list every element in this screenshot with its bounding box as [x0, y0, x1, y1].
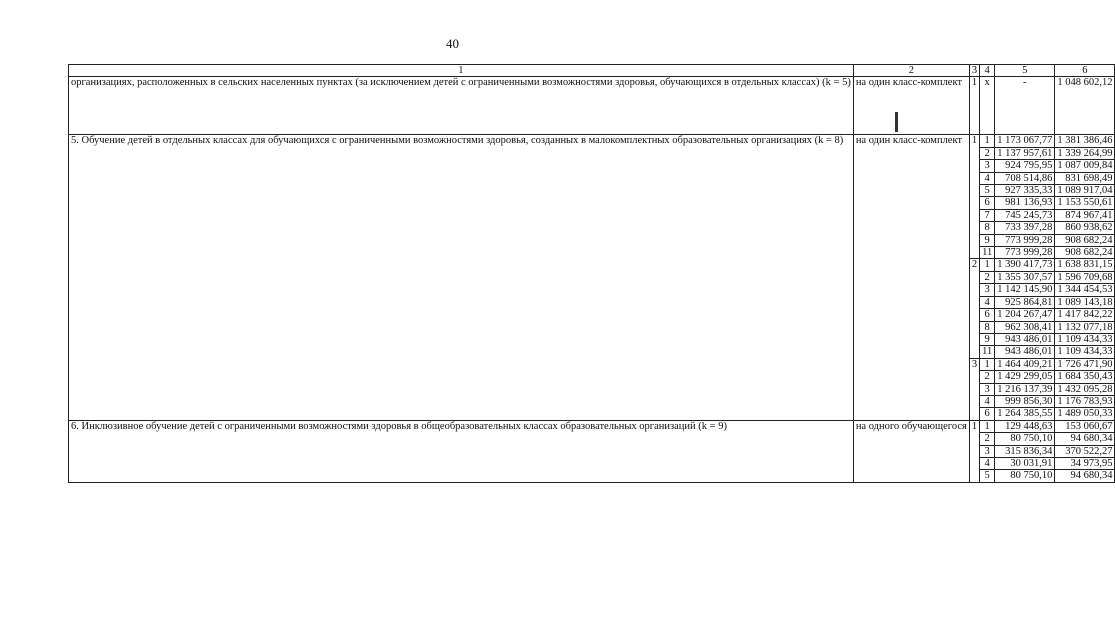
header-cell: 4	[980, 65, 995, 77]
row-value-6: 34 973,95	[1055, 457, 1115, 469]
row-value-6: 1 344 454,53	[1055, 284, 1115, 296]
table-row	[69, 135, 1115, 147]
row-value-6: 1 109 434,33	[1055, 333, 1115, 345]
row-value-5: 962 308,41	[995, 321, 1055, 333]
header-cell: 5	[995, 65, 1055, 77]
row-value-6: 1 089 143,18	[1055, 296, 1115, 308]
row-value-6: 1 381 386,46	[1055, 135, 1115, 147]
section-description: 5. Обучение детей в отдельных классах для обучающихся с ограниченными возможностями здоровья, созданных в малокомплектных образовательных организациях (k = 8)	[69, 135, 854, 420]
row-class: 1	[980, 420, 995, 432]
row-value-5: 943 486,01	[995, 346, 1055, 358]
row-class: 3	[980, 445, 995, 457]
row-value-6: 874 967,41	[1055, 209, 1115, 221]
row-value-6: 1 132 077,18	[1055, 321, 1115, 333]
row-value-5: 1 464 409,21	[995, 358, 1055, 370]
row-value-6: 1 684 350,43	[1055, 371, 1115, 383]
row-value-5: 1 142 145,90	[995, 284, 1055, 296]
row-class: 2	[980, 271, 995, 283]
row-value-6: 831 698,49	[1055, 172, 1115, 184]
row-class: 6	[980, 309, 995, 321]
row-class: 9	[980, 234, 995, 246]
row-value-6: 1 489 050,33	[1055, 408, 1115, 420]
row-value-6: 1 176 783,93	[1055, 395, 1115, 407]
page-number: 40	[446, 36, 459, 51]
row-value-6: 860 938,62	[1055, 222, 1115, 234]
row-class: 3	[980, 284, 995, 296]
row-value-6: 1 089 917,04	[1055, 185, 1115, 197]
row-class: 8	[980, 222, 995, 234]
row-value-5: 943 486,01	[995, 333, 1055, 345]
row-class: 1	[980, 259, 995, 271]
row-value-5: 1 216 137,39	[995, 383, 1055, 395]
row-class: 9	[980, 333, 995, 345]
row-value-6: 370 522,27	[1055, 445, 1115, 457]
row-value-6: 1 432 095,28	[1055, 383, 1115, 395]
row-unit: на один класс-комплект	[853, 77, 969, 135]
row-class: 6	[980, 408, 995, 420]
group-number: 2	[969, 259, 979, 358]
row-col5: -	[995, 77, 1055, 135]
row-value-6: 1 109 434,33	[1055, 346, 1115, 358]
row-value-5: 745 245,73	[995, 209, 1055, 221]
row-class: 2	[980, 147, 995, 159]
row-class: 11	[980, 346, 995, 358]
section-unit: на один класс-комплект	[853, 135, 969, 420]
row-value-6: 1 638 831,15	[1055, 259, 1115, 271]
row-value-6: 1 596 709,68	[1055, 271, 1115, 283]
row-class: 8	[980, 321, 995, 333]
row-value-5: 1 355 307,57	[995, 271, 1055, 283]
row-value-5: 1 429 299,05	[995, 371, 1055, 383]
row-value-5: 1 173 067,77	[995, 135, 1055, 147]
row-value-6: 1 087 009,84	[1055, 160, 1115, 172]
row-col4: x	[980, 77, 995, 135]
row-value-6: 94 680,34	[1055, 470, 1115, 482]
row-value-6: 94 680,34	[1055, 433, 1115, 445]
row-value-5: 80 750,10	[995, 470, 1055, 482]
section-unit: на одного обучающегося	[853, 420, 969, 482]
header-cell: 6	[1055, 65, 1115, 77]
row-value-5: 773 999,28	[995, 247, 1055, 259]
row-class: 2	[980, 433, 995, 445]
row-class: 1	[980, 358, 995, 370]
section-description: 6. Инклюзивное обучение детей с ограниченными возможностями здоровья в общеобразовательных классах образовательных организаций (k = 9)	[69, 420, 854, 482]
table-row	[69, 420, 1115, 432]
row-value-6: 1 417 842,22	[1055, 309, 1115, 321]
row-value-5: 1 137 957,61	[995, 147, 1055, 159]
table-row	[69, 77, 1115, 135]
row-value-6: 1 153 550,61	[1055, 197, 1115, 209]
row-value-5: 999 856,30	[995, 395, 1055, 407]
row-value-5: 927 335,33	[995, 185, 1055, 197]
group-number: 3	[969, 358, 979, 420]
header-cell: 3	[969, 65, 979, 77]
row-value-5: 773 999,28	[995, 234, 1055, 246]
row-value-5: 80 750,10	[995, 433, 1055, 445]
row-value-5: 1 264 385,55	[995, 408, 1055, 420]
row-value-5: 924 795,95	[995, 160, 1055, 172]
row-class: 4	[980, 172, 995, 184]
row-class: 2	[980, 371, 995, 383]
row-class: 5	[980, 470, 995, 482]
row-class: 4	[980, 296, 995, 308]
row-value-5: 733 397,28	[995, 222, 1055, 234]
group-number: 1	[969, 135, 979, 259]
row-class: 5	[980, 185, 995, 197]
row-value-5: 925 864,81	[995, 296, 1055, 308]
row-col6: 1 048 602,12	[1055, 77, 1115, 135]
header-cell: 2	[853, 65, 969, 77]
row-value-5: 708 514,86	[995, 172, 1055, 184]
row-value-6: 908 682,24	[1055, 234, 1115, 246]
tariff-table	[68, 64, 1115, 483]
row-value-6: 153 060,67	[1055, 420, 1115, 432]
row-col3: 1	[969, 77, 979, 135]
row-class: 7	[980, 209, 995, 221]
row-value-6: 1 726 471,90	[1055, 358, 1115, 370]
row-value-5: 981 136,93	[995, 197, 1055, 209]
row-value-5: 1 204 267,47	[995, 309, 1055, 321]
row-class: 3	[980, 160, 995, 172]
row-description: организациях, расположенных в сельских населенных пунктах (за исключением детей с ограниченными возможностями здоровья, обучающихся в отдельных классах) (k = 5)	[69, 77, 854, 135]
row-value-5: 30 031,91	[995, 457, 1055, 469]
row-value-5: 129 448,63	[995, 420, 1055, 432]
row-class: 6	[980, 197, 995, 209]
header-cell: 1	[69, 65, 854, 77]
row-class: 4	[980, 457, 995, 469]
row-value-5: 1 390 417,73	[995, 259, 1055, 271]
header-row	[69, 65, 1115, 77]
row-value-6: 1 339 264,99	[1055, 147, 1115, 159]
row-class: 1	[980, 135, 995, 147]
row-class: 4	[980, 395, 995, 407]
group-number: 1	[969, 420, 979, 482]
row-value-6: 908 682,24	[1055, 247, 1115, 259]
row-class: 3	[980, 383, 995, 395]
row-class: 11	[980, 247, 995, 259]
row-value-5: 315 836,34	[995, 445, 1055, 457]
